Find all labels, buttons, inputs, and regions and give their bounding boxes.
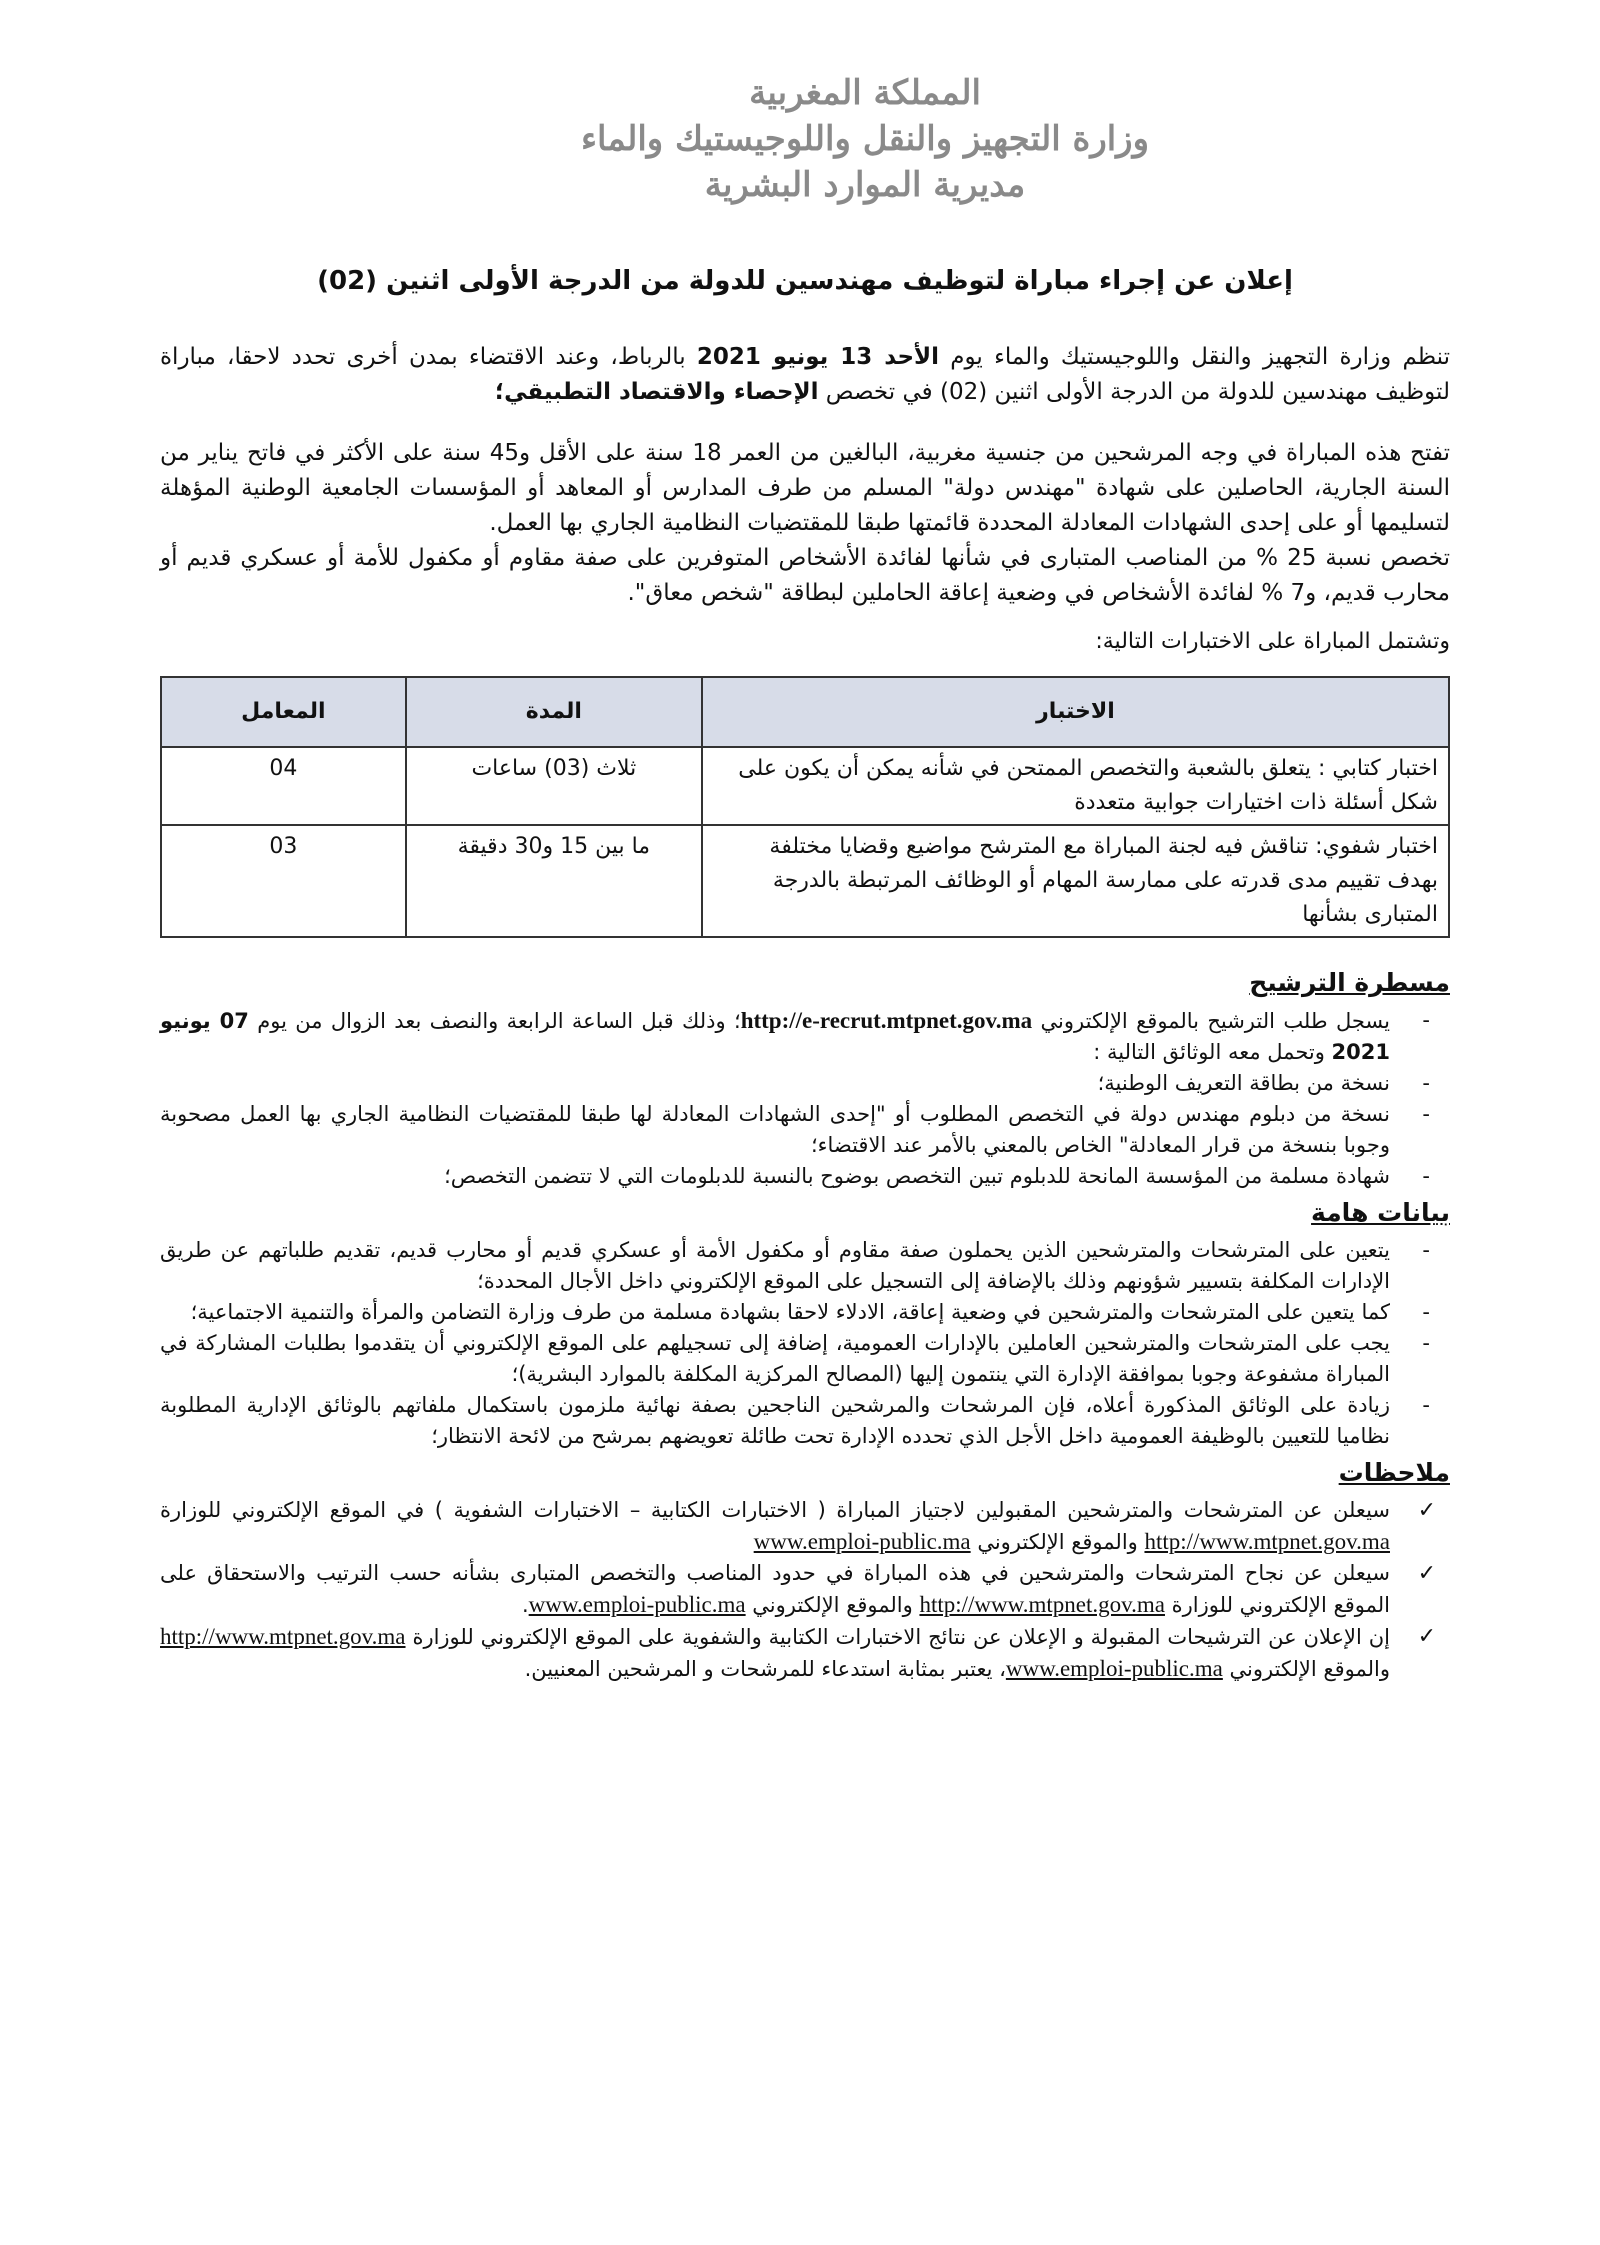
item-text: زيادة على الوثائق المذكورة أعلاه، فإن المرشحات والمرشحين الناجحين بصفة نهائية ملزمون باستكمال ملفاتهم بالوثائق الإدارية المطلوبة نظاميا للتعيين بالوظيفة العمومية داخل الأجل الذي تحدده الإدارة تحت طائلة تعويضهم بمرشح من لائحة الانتظار؛ xyxy=(160,1393,1390,1448)
header-duration: المدة xyxy=(406,677,702,747)
table-intro: وتشتمل المباراة على الاختبارات التالية: xyxy=(1095,629,1450,654)
exam-date: الأحد 13 يونيو 2021 xyxy=(696,344,940,370)
item-text: إن الإعلان عن الترشيحات المقبولة و الإعلان عن نتائج الاختبارات الكتابية والشفوية على الموقع الإلكتروني للوزارة xyxy=(405,1625,1390,1649)
deadline-date: 07 يونيو 2021 xyxy=(160,1009,1390,1064)
check-icon: ✓ xyxy=(1417,1561,1436,1586)
header-exam: الاختبار xyxy=(702,677,1449,747)
list-item xyxy=(160,1328,1450,1390)
item-text: كما يتعين على المترشحات والمترشحين في وضعية إعاقة، الادلاء لاحقا بشهادة مسلمة من طرف وزارة التضامن والمرأة والتنمية الاجتماعية؛ xyxy=(190,1300,1390,1324)
item-text: شهادة مسلمة من المؤسسة المانحة للدبلوم تبين التخصص بوضوح بالنسبة للدبلومات التي لا تتضمن التخصص؛ xyxy=(444,1164,1390,1188)
erecrut-link[interactable]: http://e-recrut.mtpnet.gov.ma xyxy=(740,1008,1033,1033)
emploi-public-link[interactable]: www.emploi-public.ma xyxy=(528,1592,746,1617)
item-text: سيعلن عن نجاح المترشحات والمترشحين في هذه المباراة في حدود المناصب والتخصص المتبارى بشأنه حسب الترتيب والاستحقاق على الموقع الإلكتروني للوزارة xyxy=(160,1561,1390,1617)
specialty: الإحصاء والاقتصاد التطبيقي xyxy=(504,379,819,405)
dash-bullet: - xyxy=(1422,1164,1430,1188)
notes-list xyxy=(160,1495,1450,1685)
dash-bullet: - xyxy=(1422,1300,1430,1324)
list-item xyxy=(160,1495,1450,1558)
kingdom-name: المملكة المغربية xyxy=(749,73,981,113)
list-item xyxy=(160,1621,1450,1685)
exam-cell: اختبار كتابي : يتعلق بالشعبة والتخصص الممتحن في شأنه يمكن أن يكون على شكل أسئلة ذات اختيارات جوابية متعددة xyxy=(702,747,1449,825)
item-text: . xyxy=(521,1593,529,1617)
intro-paragraph-1 xyxy=(160,340,1450,410)
dash-bullet: - xyxy=(1422,1331,1430,1355)
coefficient-cell: 03 xyxy=(161,825,406,937)
item-text: والموقع الإلكتروني xyxy=(745,1593,920,1617)
dash-bullet: - xyxy=(1422,1071,1430,1095)
announcement-title: إعلان عن إجراء مباراة لتوظيف مهندسين للدولة من الدرجة الأولى اثنين (02) xyxy=(317,266,1293,296)
ministry-name: وزارة التجهيز والنقل واللوجيستيك والماء xyxy=(580,119,1150,159)
item-text: يجب على المترشحات والمترشحين العاملين بالإدارات العمومية، إضافة إلى تسجيلهم على الموقع الإلكتروني أن يتقدموا بطلبات المشاركة في المباراة مشفوعة وجوبا بموافقة الإدارة التي ينتمون إليها (المصالح المركزية المكلفة بالموارد البشرية)؛ xyxy=(160,1331,1390,1386)
table-row xyxy=(161,825,1449,937)
mtpnet-link[interactable]: http://www.mtpnet.gov.ma xyxy=(160,1624,406,1649)
item-text: نسخة من بطاقة التعريف الوطنية؛ xyxy=(1097,1071,1390,1095)
dash-bullet: - xyxy=(1422,1393,1430,1417)
dash-bullet: - xyxy=(1422,1102,1430,1126)
dash-bullet: - xyxy=(1422,1238,1430,1262)
check-icon: ✓ xyxy=(1417,1624,1436,1649)
list-item xyxy=(160,1161,1450,1192)
coefficient-cell: 04 xyxy=(161,747,406,825)
emploi-public-link[interactable]: www.emploi-public.ma xyxy=(753,1529,971,1554)
item-text: ؛ وذلك قبل الساعة الرابعة والنصف بعد الزوال من يوم xyxy=(248,1009,741,1033)
intro-text: تنظم وزارة التجهيز والنقل واللوجيستيك والماء يوم xyxy=(939,344,1450,370)
item-text: والموقع الإلكتروني xyxy=(970,1530,1145,1554)
exams-table xyxy=(160,676,1450,938)
emploi-public-link[interactable]: www.emploi-public.ma xyxy=(1005,1656,1223,1681)
intro-paragraph-3: تخصص نسبة 25 % من المناصب المتبارى في شأنها لفائدة الأشخاص المتوفرين على صفة مقاوم أو مكفول للأمة أو عسكري قديم أو محارب قديم، و7 % لفائدة الأشخاص في وضعية إعاقة الحاملين لبطاقة "شخص معاق". xyxy=(160,545,1450,606)
mtpnet-link[interactable]: http://www.mtpnet.gov.ma xyxy=(1144,1529,1390,1554)
item-text: نسخة من دبلوم مهندس دولة في التخصص المطلوب أو "إحدى الشهادات المعادلة لها طبقا للمقتضيات النظامية الجاري بها العمل مصحوبة وجوبا بنسخة من قرار المعادلة" الخاص بالمعني بالأمر عند الاقتضاء؛ xyxy=(160,1102,1390,1157)
letterhead xyxy=(280,70,1450,208)
important-list xyxy=(160,1235,1450,1452)
important-heading: بيانات هامة xyxy=(1311,1198,1450,1227)
mtpnet-link[interactable]: http://www.mtpnet.gov.ma xyxy=(919,1592,1165,1617)
list-item xyxy=(160,1099,1450,1161)
directorate-name: مديرية الموارد البشرية xyxy=(704,165,1026,205)
check-icon: ✓ xyxy=(1417,1498,1436,1523)
table-row xyxy=(161,747,1449,825)
list-item xyxy=(160,1235,1450,1297)
intro-text: بالرباط، وعند الاقتضاء بمدن أخرى تحدد لاحقا، مباراة لتوظيف مهندسين للدولة من الدرجة الأولى اثنين (02) في تخصص xyxy=(160,344,1450,405)
intro-end: ؛ xyxy=(494,379,505,405)
procedure-heading: مسطرة الترشيح xyxy=(1249,968,1450,997)
item-text: والموقع الإلكتروني xyxy=(1222,1657,1390,1681)
item-text: يسجل طلب الترشيح بالموقع الإلكتروني xyxy=(1032,1009,1390,1033)
duration-cell: ما بين 15 و30 دقيقة xyxy=(406,825,702,937)
intro-paragraph-2: تفتح هذه المباراة في وجه المرشحين من جنسية مغربية، البالغين من العمر 18 سنة على الأقل و45 سنة على الأكثر في فاتح يناير من السنة الجارية، الحاصلين على شهادة "مهندس دولة" المسلم من طرف المدارس أو المعاهد أو المؤسسات الجامعية الوطنية المؤهلة لتسليمها أو على إحدى الشهادات المعادلة المحددة قائمتها طبقا للمقتضيات النظامية الجاري بها العمل. xyxy=(160,440,1450,536)
exam-cell: اختبار شفوي: تناقش فيه لجنة المباراة مع المترشح مواضيع وقضايا مختلفة بهدف تقييم مدى قدرته على ممارسة المهام أو الوظائف المرتبطة بالدرجة المتبارى بشأنها xyxy=(702,825,1449,937)
notes-heading: ملاحظات xyxy=(1338,1458,1450,1487)
header-coefficient: المعامل xyxy=(161,677,406,747)
duration-cell: ثلاث (03) ساعات xyxy=(406,747,702,825)
dash-bullet: - xyxy=(1422,1008,1430,1032)
list-item xyxy=(160,1390,1450,1452)
list-item xyxy=(160,1558,1450,1621)
item-text: سيعلن عن المترشحات والمترشحين المقبولين لاجتياز المباراة ( الاختبارات الكتابية – الاختبارات الشفوية ) في الموقع الإلكتروني للوزارة xyxy=(160,1498,1390,1522)
item-text: ، يعتبر بمثابة استدعاء للمرشحات و المرشحين المعنيين. xyxy=(524,1657,1006,1681)
list-item xyxy=(160,1297,1450,1328)
list-item xyxy=(160,1005,1450,1068)
table-header-row xyxy=(161,677,1449,747)
list-item xyxy=(160,1068,1450,1099)
item-text: وتحمل معه الوثائق التالية : xyxy=(1093,1040,1332,1064)
item-text: يتعين على المترشحات والمترشحين الذين يحملون صفة مقاوم أو مكفول الأمة أو عسكري قديم أو محارب قديم، تقديم طلباتهم عن طريق الإدارات المكلفة بتسيير شؤونهم وذلك بالإضافة إلى التسجيل على الموقع الإلكتروني داخل الأجال المحددة؛ xyxy=(160,1238,1390,1293)
procedure-list xyxy=(160,1005,1450,1192)
